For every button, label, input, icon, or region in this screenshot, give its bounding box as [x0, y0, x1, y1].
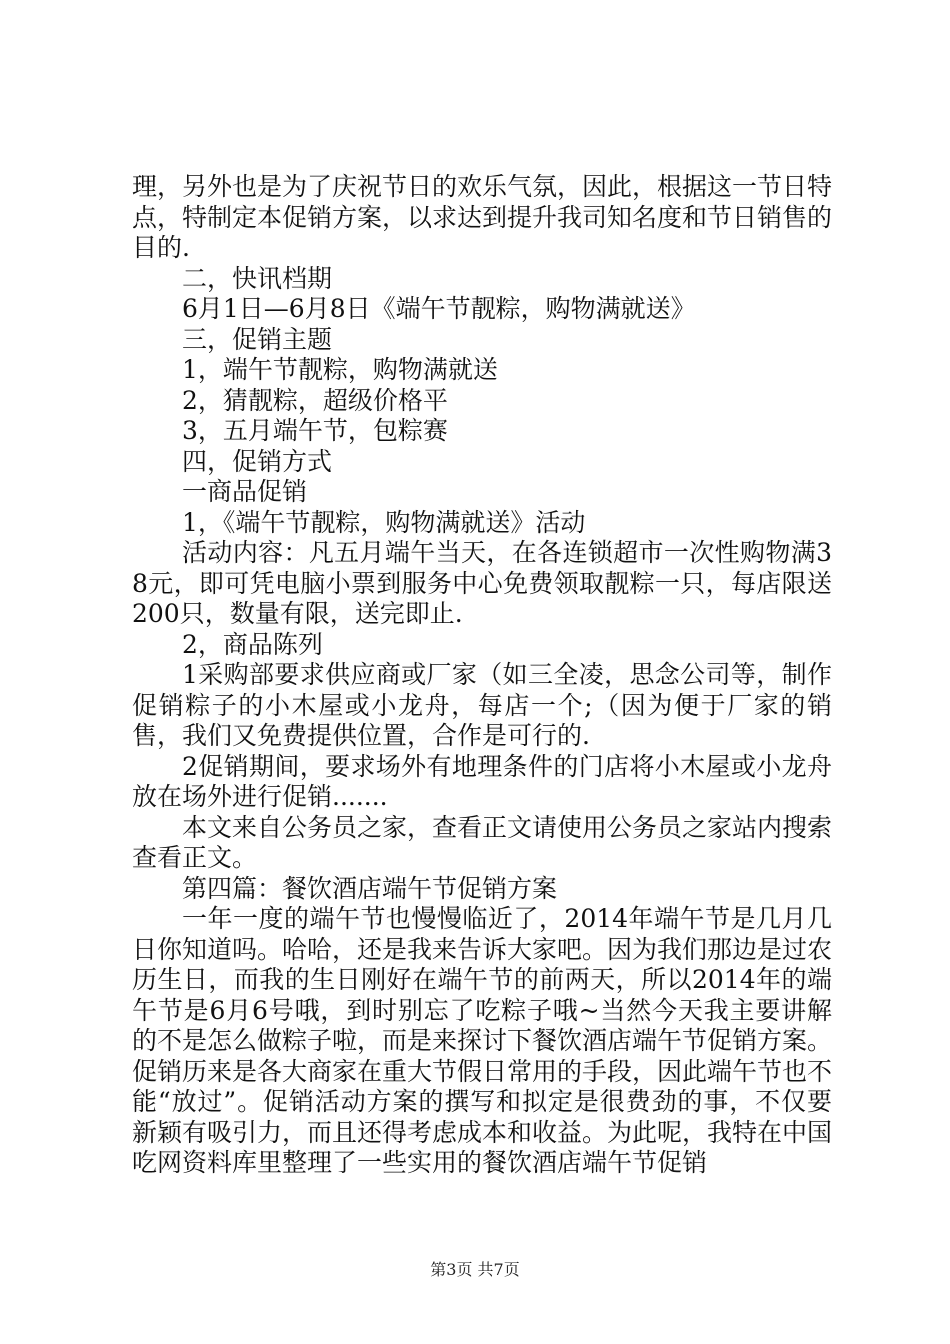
list-item-theme-3: 3，五月端午节，包粽赛 [182, 416, 448, 445]
document-body [132, 172, 832, 1179]
paragraph-schedule-dates: 6月1日—6月8日《端午节靓粽，购物满就送》 [182, 294, 696, 323]
section-title-part-four: 第四篇：餐饮酒店端午节促销方案 [182, 873, 558, 903]
list-item-display: 2，商品陈列 [182, 629, 323, 659]
paragraph-source-note: 本文来自公务员之家，查看正文请使用公务员之家站内搜索查看正文。 [132, 812, 833, 872]
heading-schedule: 二，快讯档期 [182, 263, 333, 293]
paragraph-display-1: 1采购部要求供应商或厂家（如三全凌，思念公司等，制作促销粽子的小木屋或小龙舟，每店一个;（因为便于厂家的销售，我们又免费提供位置，合作是可行的. [132, 660, 832, 750]
page-number-footer: 第3页 共7页 [430, 1260, 520, 1279]
list-item-theme-1: 1，端午节靓粽，购物满就送 [182, 355, 498, 384]
heading-method: 四，促销方式 [182, 446, 333, 476]
paragraph-part-four-body: 一年一度的端午节也慢慢临近了，2014年端午节是几月几日你知道吗。哈哈，还是我来告诉大家吧。因为我们那边是过农历生日，而我的生日刚好在端午节的前两天，所以2014年的端午节是6月6号哦，到时别忘了吃粽子哦~当然今天我主要讲解的不是怎么做粽子啦，而是来探讨下餐饮酒店端午节促销方案。促销历来是各大商家在重大节假日常用的手段，因此端午节也不能“放过”。促销活动方案的撰写和拟定是很费劲的事，不仅要新颖有吸引力，而且还得考虑成本和收益。为此呢，我特在中国吃网资料库里整理了一些实用的餐饮酒店端午节促销 [132, 904, 833, 1177]
paragraph-intro-continued: 理，另外也是为了庆祝节日的欢乐气氛，因此，根据这一节日特点，特制定本促销方案，以求达到提升我司知名度和节日销售的目的. [132, 172, 833, 262]
list-item-theme-2: 2，猜靓粽，超级价格平 [182, 385, 448, 415]
list-item-activity-1: 1，《端午节靓粽，购物满就送》活动 [182, 507, 586, 537]
subheading-product-promo: 一商品促销 [182, 477, 308, 506]
heading-theme: 三，促销主题 [182, 324, 333, 354]
paragraph-display-2: 2促销期间，要求场外有地理条件的门店将小木屋或小龙舟放在场外进行促销....... [132, 751, 832, 811]
paragraph-activity-content: 活动内容：凡五月端午当天，在各连锁超市一次性购物满38元，即可凭电脑小票到服务中心免费领取靓粽一只，每店限送200只，数量有限，送完即止. [132, 538, 832, 628]
